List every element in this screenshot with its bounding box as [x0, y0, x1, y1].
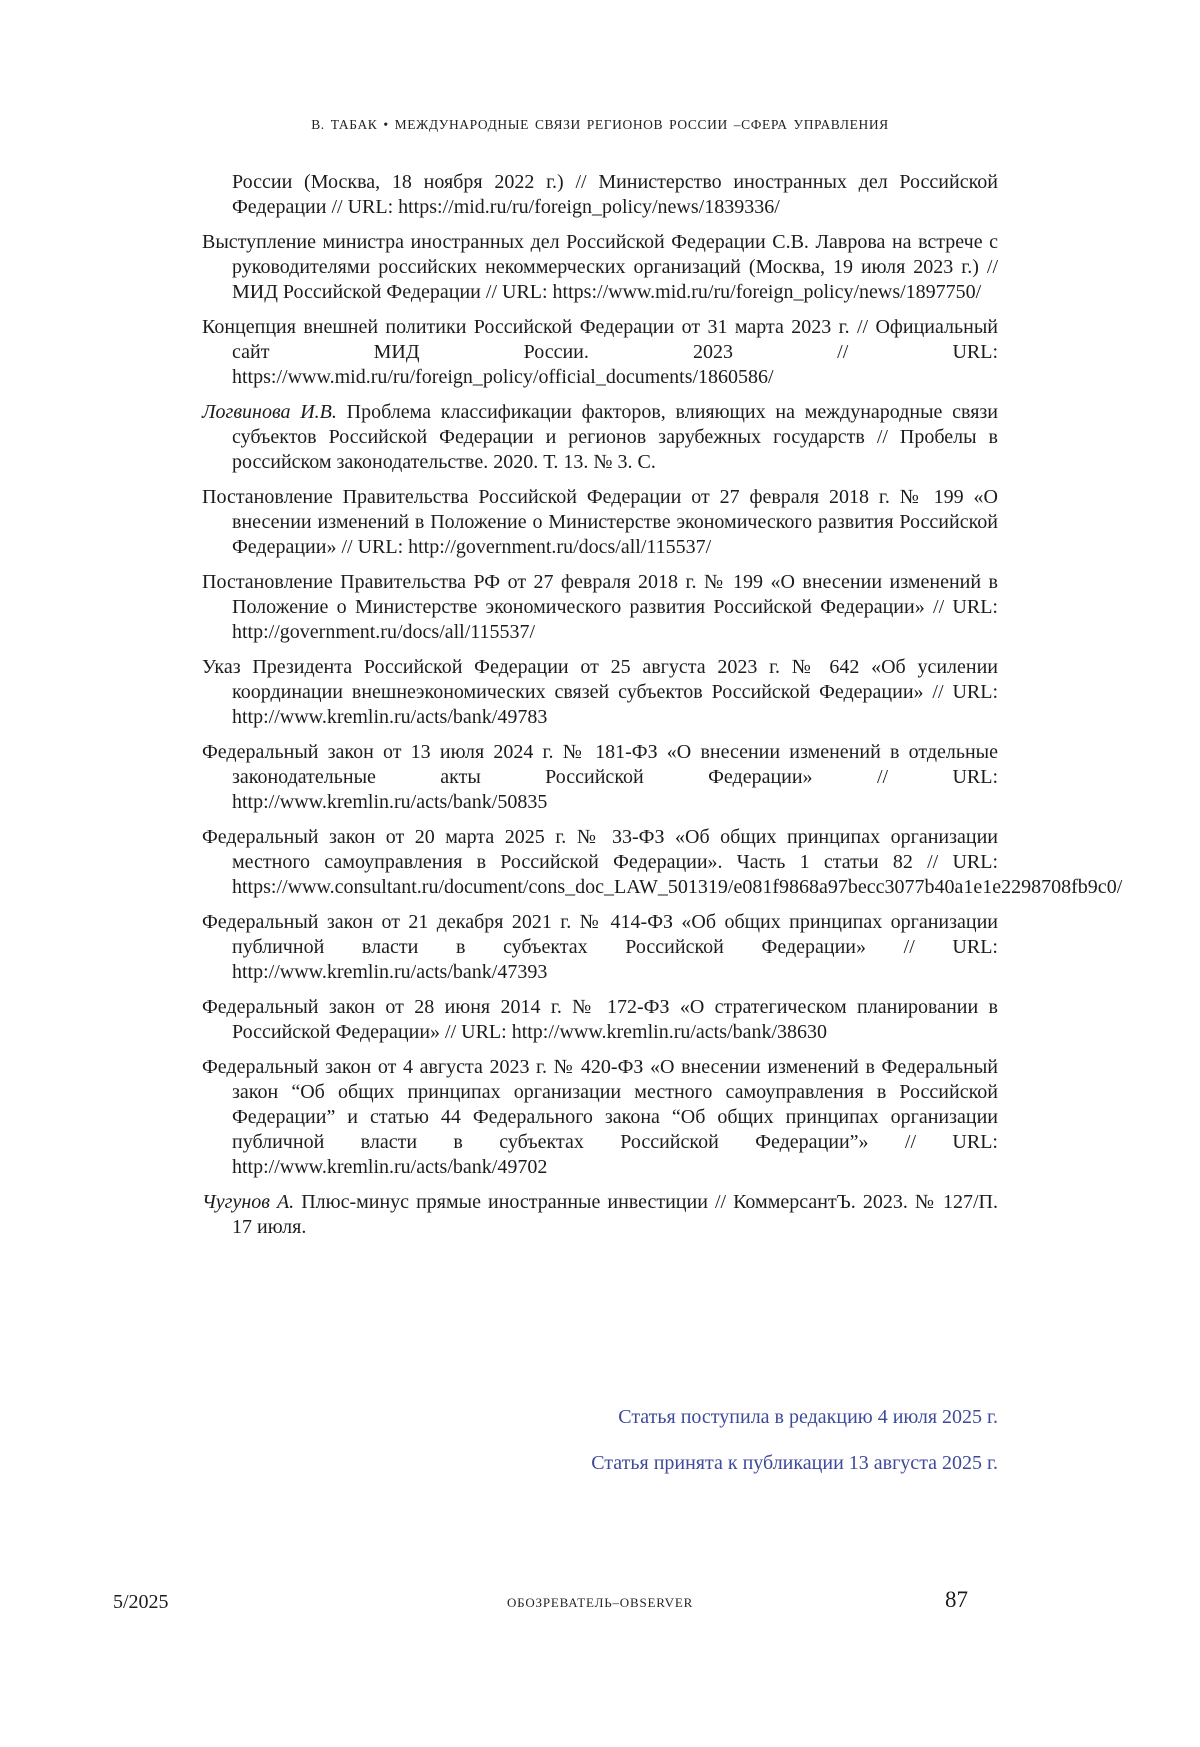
reference-item	[202, 485, 998, 560]
reference-text: Постановление Правительства Российской Федерации от 27 февраля 2018 г. № 199 «О внесении изменений в Положение о Министерстве экономического развития Российской Федерации» // URL: http://government.ru/docs/all/115537/	[202, 486, 998, 558]
reference-text: Указ Президента Российской Федерации от 25 августа 2023 г. № 642 «Об усилении координации внешнеэкономических связей субъектов Российской Федерации» // URL: http://www.kremlin.ru/acts/bank/49783	[202, 656, 998, 728]
footer-journal-title: ОБОЗРЕВАТЕЛЬ–OBSERVER	[506, 1595, 694, 1610]
reference-text: Федеральный закон от 28 июня 2014 г. № 172-ФЗ «О стратегическом планировании в Российской Федерации» // URL: http://www.kremlin.ru/acts/bank/38630	[202, 996, 998, 1043]
received-date-line: Статья поступила в редакцию 4 июля 2025 г.	[618, 1406, 998, 1428]
reference-item	[202, 825, 1123, 900]
reference-text: Федеральный закон от 13 июля 2024 г. № 181-ФЗ «О внесении изменений в отдельные законодательные акты Российской Федерации» // URL: http://www.kremlin.ru/acts/bank/50835	[202, 741, 998, 813]
running-head: В. ТАБАК • МЕЖДУНАРОДНЫЕ СВЯЗИ РЕГИОНОВ РОССИИ –СФЕРА УПРАВЛЕНИЯ	[311, 117, 889, 132]
reference-item	[202, 170, 998, 220]
reference-text: Федеральный закон от 21 декабря 2021 г. № 414-ФЗ «Об общих принципах организации публичной власти в субъектах Российской Федерации» // URL: http://www.kremlin.ru/acts/bank/47393	[202, 911, 998, 983]
footer-issue: 5/2025	[113, 1591, 169, 1613]
reference-text: Постановление Правительства РФ от 27 февраля 2018 г. № 199 «О внесении изменений в Положение о Министерстве экономического развития Российской Федерации» // URL: http://government.ru/docs/all/115537/	[202, 571, 998, 643]
footer-page-number: 87	[945, 1587, 968, 1612]
reference-author: Чугунов А.	[202, 1191, 295, 1213]
reference-text: Выступление министра иностранных дел Российской Федерации С.В. Лаврова на встрече с руководителями российских некоммерческих организаций (Москва, 19 июля 2023 г.) // МИД Российской Федерации // URL: https://www.mid.ru/ru/foreign_policy/news/1897750/	[202, 231, 998, 303]
reference-item	[202, 315, 998, 390]
reference-author: Логвинова И.В.	[202, 401, 337, 423]
reference-item	[202, 230, 998, 305]
reference-item	[202, 655, 998, 730]
reference-text: Проблема классификации факторов, влияющих на международные связи субъектов Российской Федерации и регионов зарубежных государств // Пробелы в российском законодательстве. 2020. Т. 13. № 3. С.	[232, 401, 999, 473]
reference-text: Плюс-минус прямые иностранные инвестиции // КоммерсантЪ. 2023. № 127/П. 17 июля.	[232, 1191, 998, 1238]
references-list	[202, 170, 1123, 1250]
reference-item	[202, 1055, 998, 1180]
reference-text: России (Москва, 18 ноября 2022 г.) // Министерство иностранных дел Российской Федерации // URL: https://mid.ru/ru/foreign_policy/news/1839336/	[232, 171, 998, 218]
article-dates	[591, 1405, 998, 1476]
reference-text: Концепция внешней политики Российской Федерации от 31 марта 2023 г. // Официальный сайт МИД России. 2023 // URL: https://www.mid.ru/ru/foreign_policy/official_documents/1860586/	[202, 316, 998, 388]
reference-item	[202, 910, 998, 985]
reference-item	[202, 1190, 998, 1240]
reference-text: Федеральный закон от 20 марта 2025 г. № 33-ФЗ «Об общих принципах организации местного самоуправления в Российской Федерации». Часть 1 статьи 82 // URL: https://www.consultant.ru/document/cons_doc_LAW_501319/e081f9868a97becc3077b40a1e1e2298708fb9c0/	[202, 826, 1123, 898]
reference-text: Федеральный закон от 4 августа 2023 г. № 420-ФЗ «О внесении изменений в Федеральный закон “Об общих принципах организации местного самоуправления в Российской Федерации” и статью 44 Федерального закона “Об общих принципах организации публичной власти в субъектах Российской Федерации”» // URL: http://www.kremlin.ru/acts/bank/49702	[202, 1056, 998, 1178]
reference-item	[202, 400, 998, 475]
reference-item	[202, 740, 998, 815]
reference-item	[202, 570, 998, 645]
reference-item	[202, 995, 998, 1045]
accepted-date-line: Статья принята к публикации 13 августа 2025 г.	[591, 1452, 998, 1474]
